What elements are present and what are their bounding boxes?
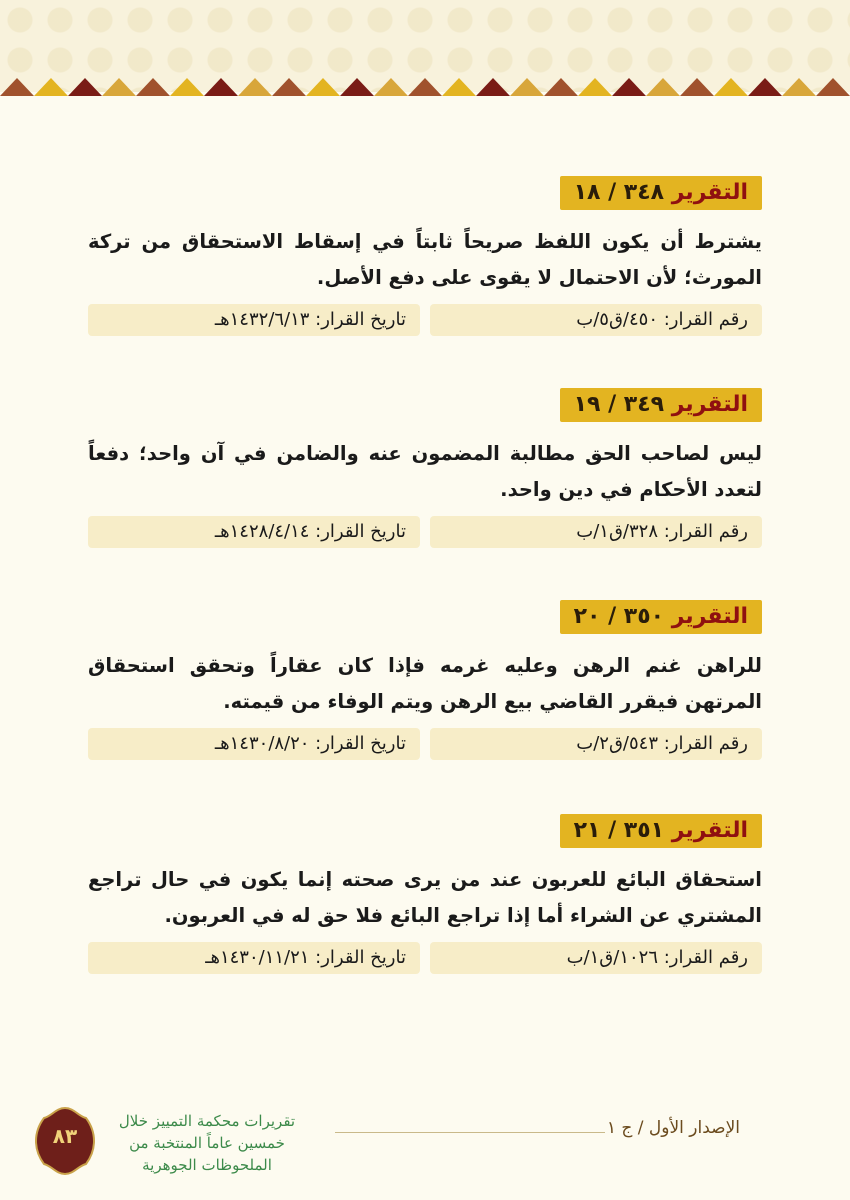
triangle-ornament [408,78,442,96]
triangle-ornament [782,78,816,96]
triangle-ornament [374,78,408,96]
triangle-ornament [68,78,102,96]
decision-number: رقم القرار: ١٠٢٦/ق١/ب [430,942,762,974]
triangle-border [0,74,850,96]
triangle-ornament [544,78,578,96]
triangle-ornament [816,78,850,96]
decision-text: يشترط أن يكون اللفظ صريحاً ثابتاً في إسقاط الاستحقاق من تركة المورث؛ لأن الاحتمال لا يقوى على دفع الأصل. [88,230,762,289]
triangle-ornament [510,78,544,96]
footer-divider [335,1132,605,1133]
triangle-ornament [748,78,782,96]
triangle-ornament [0,78,34,96]
decision-label [560,176,762,210]
decision-label-number: ٣٤٨ / ١٨ [573,180,665,205]
page-number: ٨٣ [52,1124,78,1148]
decision-label [560,600,762,634]
triangle-ornament [136,78,170,96]
decision-text: ليس لصاحب الحق مطالبة المضمون عنه والضامن في آن واحد؛ دفعاً لتعدد الأحكام في دين واحد. [88,442,762,501]
decision-text: استحقاق البائع للعربون عند من يرى صحته إنما يكون في حال تراجع المشتري عن الشراء أما إذا تراجع البائع فلا حق له في العربون. [88,868,762,927]
triangle-ornament [238,78,272,96]
triangle-ornament [476,78,510,96]
decision-label-word: التقرير [671,180,748,205]
triangle-ornament [578,78,612,96]
book-title: تقريرات محكمة التمييز خلال خمسين عاماً المنتخبة من الملحوظات الجوهرية [118,1112,296,1174]
decision-date: تاريخ القرار: ١٤٣٢/٦/١٣هـ [88,304,420,336]
decision-number: رقم القرار: ٣٢٨/ق١/ب [430,516,762,548]
decision-label-number: ٣٥١ / ٢١ [573,818,665,843]
decision-number: رقم القرار: ٥٤٣/ق٢/ب [430,728,762,760]
decision-label [560,814,762,848]
decision-label-number: ٣٤٩ / ١٩ [573,392,665,417]
decision-date: تاريخ القرار: ١٤٣٠/٨/٢٠هـ [88,728,420,760]
triangle-ornament [204,78,238,96]
triangle-ornament [680,78,714,96]
decision-number: رقم القرار: ٤٥٠/ق٥/ب [430,304,762,336]
triangle-ornament [612,78,646,96]
decision-label-word: التقرير [671,604,748,629]
triangle-ornament [646,78,680,96]
decision-label-number: ٣٥٠ / ٢٠ [573,604,665,629]
decision-date: تاريخ القرار: ١٤٢٨/٤/١٤هـ [88,516,420,548]
decision-label-word: التقرير [671,392,748,417]
triangle-ornament [272,78,306,96]
footer-volume: الإصدار الأول / ج ١ [606,1118,740,1138]
decision-label [560,388,762,422]
decision-date: تاريخ القرار: ١٤٣٠/١١/٢١هـ [88,942,420,974]
triangle-ornament [170,78,204,96]
triangle-ornament [442,78,476,96]
triangle-ornament [714,78,748,96]
triangle-ornament [306,78,340,96]
decision-label-word: التقرير [671,818,748,843]
triangle-ornament [102,78,136,96]
triangle-ornament [340,78,374,96]
decision-text: للراهن غنم الرهن وعليه غرمه فإذا كان عقاراً وتحقق استحقاق المرتهن فيقرر القاضي بيع الرهن ويتم الوفاء من قيمته. [88,654,762,713]
triangle-ornament [34,78,68,96]
